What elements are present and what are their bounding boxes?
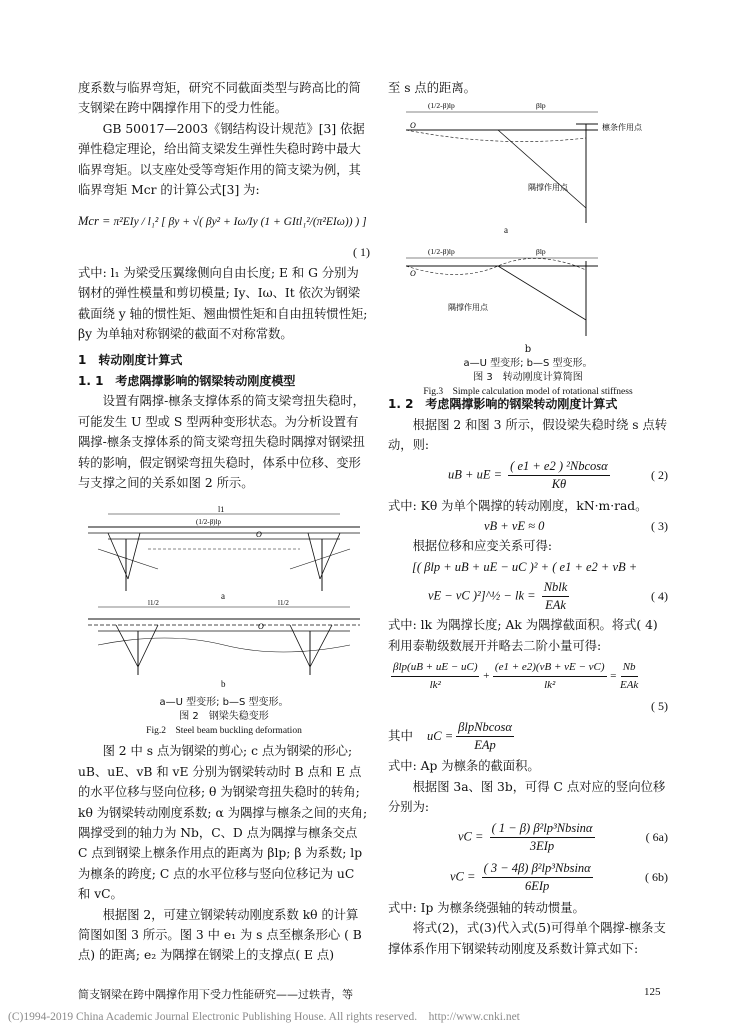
equation-6b-numerator: ( 3 − 4β) β²lp³Nbsinα	[482, 860, 593, 878]
fig3a-o-label: O	[410, 121, 416, 131]
page-number: 125	[644, 986, 661, 998]
figure-3a-drawing	[406, 101, 643, 235]
figure-2-caption-en: Fig.2 Steel beam buckling deformation	[146, 725, 302, 736]
equation-2-fraction	[508, 458, 610, 493]
equation-4-denominator: EAk	[545, 597, 566, 612]
paragraph-intro-continued: 度系数与临界弯矩，研究不同截面类型与跨高比的简支钢梁在跨中隅撑作用下的受力性能。	[78, 81, 361, 116]
fig2b-s-curve	[98, 638, 350, 652]
paragraph-ap: 式中: Ap 为檩条的截面积。	[388, 759, 540, 774]
equation-5: $\frac{\text{βlp(uB + uE − uC)}}{\text{lk²}}$ + $\frac{(e1 + e2)(vB + vE - vC)}{\text{lk²}}$ = $\frac{Nb}{\text{EAk}}$	[388, 656, 668, 696]
fig2a-brace-right2	[308, 533, 320, 579]
paragraph-fig2-description: 图 2 中 s 点为钢梁的剪心; c 点为钢梁的形心; uB、uE、vB 和 vE 分别为钢梁转动时 B 点和 E 点的水平位移与竖向位移; θ 为钢梁弯扭失稳时的转角; kθ 为钢梁转动刚度系数; α 为隅撑与檩条之间的夹角; 隅撑受到的轴力为 Nb，C、D 点为隅撑与檩条交点 C 点到钢梁上檩条作用点的距离为 βlp; β 为系数; lp 为檩条的跨度; C 点的水平位移与竖向位移记为 uC 和 vC。	[78, 744, 368, 902]
equation-5-term-1-denominator: lk²	[429, 678, 441, 691]
equation-6b-denominator: 6EIp	[525, 879, 550, 894]
equation-5-term-2-denominator: lk²	[544, 678, 556, 691]
equation-5-term-2-numerator: (e1 + e2)(vB + vE − vC)	[493, 659, 607, 677]
fig3b-brace	[498, 266, 586, 320]
fig2a-half-label: (1/2-β)lp	[196, 518, 221, 527]
paragraph-gb-code: GB 50017—2003《钢结构设计规范》[3] 依据弹性稳定理论，给出简支梁发生弹性失稳时跨中最大临界弯矩。以支座处受等弯矩作用的简支梁为例，其临界弯矩 Mcr 的计算公式[3] 为:	[78, 121, 365, 198]
figure-2b-drawing	[88, 599, 360, 689]
equation-5-rhs-denominator: EAk	[619, 678, 639, 691]
fig2b-o-label: O	[258, 622, 264, 632]
figure-2-sub-caption: a—U 型变形; b—S 型变形。	[159, 696, 289, 708]
figure-3b-sublabel: b	[524, 343, 532, 355]
figure-2	[78, 499, 370, 737]
equation-6a-denominator: 3EIp	[529, 839, 555, 854]
equation-4-line-2	[388, 577, 668, 615]
fig2a-l1-label: l1	[218, 505, 225, 515]
fig2a-cross-2	[290, 549, 350, 569]
equation-3-number: ( 3)	[651, 519, 668, 534]
equation-5-term-1	[391, 659, 479, 694]
paragraph-geometry: 根据位移和应变关系可得:	[412, 539, 553, 554]
fig2a-brace-right	[320, 533, 340, 579]
paragraph-k-theta: 式中: Kθ 为单个隅撑的转动刚度，kN·m·rad。	[388, 498, 648, 513]
equation-uc-denominator: EAp	[474, 737, 496, 752]
paragraph-fig3-intro: 根据图 2，可建立钢梁转动刚度系数 kθ 的计算简图如图 3 所示。图 3 中 e₁ 为 s 点至檩条形心 ( B 点) 的距离; e₂ 为隅撑在钢梁上的支撑点( E 点)	[78, 907, 362, 963]
equation-4-second-line: vE − vC )²]^½ − lk =	[428, 588, 536, 603]
equation-6a	[388, 818, 668, 858]
fig3a-purlin-label: 檩条作用点	[602, 123, 642, 133]
equation-5-number: ( 5)	[651, 699, 668, 714]
paragraph-final: 将式(2)，式(3)代入式(5)可得单个隅撑-檩条支撑体系作用下钢梁转动刚度及系数计算式如下:	[388, 921, 666, 956]
fig2b-sublabel: b	[221, 679, 226, 690]
fig3a-deflection	[406, 130, 586, 142]
section-1-1-heading: 1. 1 考虑隅撑影响的钢梁转动刚度模型	[78, 373, 296, 388]
equation-6a-numerator: ( 1 − β) β²lp³Nbsinα	[490, 820, 595, 838]
equation-4-line-1	[388, 557, 668, 577]
equation-2-denominator: Kθ	[551, 477, 567, 492]
equation-6a-number: ( 6a)	[645, 830, 668, 845]
paragraph-assume: 根据图 2 和图 3 所示，假设梁失稳时绕 s 点转动，则:	[388, 417, 668, 453]
equation-6b-number: ( 6b)	[645, 870, 668, 885]
equation-1	[78, 200, 370, 242]
equation-5-rhs	[620, 659, 638, 694]
equation-3-formula: vB + vE ≈ 0	[484, 519, 545, 534]
equation-6a-lhs: vC =	[458, 829, 484, 844]
figure-3-sub-caption: a—U 型变形; b—S 型变形。	[463, 357, 593, 369]
section-1-heading: 1 转动刚度计算式	[78, 353, 183, 368]
equation-6b	[388, 858, 668, 898]
equation-4-first-line: [( βlp + uB + uE − uC )² + ( e1 + e2 + vB +	[412, 559, 638, 574]
figure-2a-drawing	[88, 505, 360, 601]
equation-uc-fraction	[456, 719, 514, 754]
figure-2-caption-cn: 图 2 钢梁失稳变形	[179, 710, 269, 722]
paragraph-ip: 式中: Ip 为檩条绕强轴的转动惯量。	[388, 900, 585, 915]
figure-3-caption-en: Fig.3 Simple calculation model of rotational stiffness	[423, 386, 633, 397]
fig2a-sublabel: a	[221, 591, 225, 602]
fig3a-sublabel: a	[504, 225, 508, 236]
equation-2	[388, 456, 668, 496]
copyright-notice: (C)1994-2019 China Academic Journal Electronic Publishing House. All rights reserved. http://www.cnki.net	[8, 1011, 520, 1023]
paragraph-where-4: 式中: lk 为隅撑长度; Ak 为隅撑截面积。将式( 4) 利用泰勒级数展开并略去二阶小量可得:	[388, 618, 658, 653]
fig3a-brace-label: 隅撑作用点	[528, 183, 568, 193]
fig2a-brace-left	[108, 533, 128, 579]
section-1-2-heading: 1. 2 考虑隅撑影响的钢梁转动刚度计算式	[388, 397, 618, 412]
fig3b-o-label: O	[410, 269, 416, 279]
fig2a-cross-1	[98, 549, 158, 569]
equation-uc-numerator: βlpNbcosα	[456, 719, 514, 737]
figure-3	[388, 98, 668, 397]
fig3b-blp-label: βlp	[536, 247, 546, 257]
right-column	[388, 78, 668, 959]
equation-2-numerator: ( e1 + e2 ) ²Nbcosα	[508, 458, 610, 476]
fig3b-brace-label: 隅撑作用点	[448, 303, 488, 313]
running-title: 简支钢梁在跨中隅撑作用下受力性能研究——过轶青，等	[78, 988, 353, 1001]
fig2b-l12-label-left: l1/2	[148, 599, 159, 608]
fig3a-blp-label: βlp	[536, 101, 546, 111]
equation-4-number: ( 4)	[651, 589, 668, 604]
equation-6b-fraction	[482, 860, 593, 895]
figure-3-caption-cn: 图 3 转动刚度计算简图	[473, 371, 583, 383]
equation-1-number: ( 1)	[353, 245, 370, 260]
paragraph-where-1: 式中: l₁ 为梁受压翼缘侧向自由长度; E 和 G 分别为钢材的弹性模量和剪切模量; Iy、Iω、It 依次为钢梁截面绕 y 轴的惯性矩、翘曲惯性矩和自由扭转惯性矩; βy 为单轴对称钢梁的截面不对称常数。	[78, 265, 368, 342]
equation-5-term-1-numerator: βlp(uB + uE − uC)	[391, 659, 479, 677]
equation-5-rhs-numerator: Nb	[621, 659, 638, 677]
equation-2-number: ( 2)	[651, 468, 668, 483]
paragraph-fig3ab: 根据图 3a、图 3b，可得 C 点对应的竖向位移分别为:	[388, 779, 666, 815]
paragraph-model: 设置有隅撑-檩条支撑体系的简支梁弯扭失稳时，可能发生 U 型或 S 型两种变形状态。为分析设置有隅撑-檩条支撑体系的简支梁弯扭失稳时隅撑对钢梁扭转的影响，假定钢梁弯扭失稳时，体系中位移、变形与支撑之间的关系如图 2 所示。	[78, 394, 365, 490]
equation-4-fraction	[542, 579, 570, 614]
among-label: 其中	[388, 728, 414, 744]
equation-4-numerator: Nblk	[542, 579, 570, 597]
fig2b-l12-label-right: l1/2	[278, 599, 289, 608]
paragraph-continued: 至 s 点的距离。	[388, 81, 476, 95]
equation-2-lhs: uB + uE =	[448, 467, 503, 482]
equation-1-formula: π²EIy / l₁² [ βy + √( βy² + Iω/Iy (1 + GItl₁²/(π²EIω)) ) ]	[113, 215, 367, 228]
figure-3-diagram	[388, 98, 668, 338]
figure-2-diagram	[78, 499, 370, 689]
equation-6a-fraction	[490, 820, 595, 855]
equation-3	[388, 516, 668, 536]
equation-1-body	[78, 211, 367, 232]
equation-6b-lhs: vC =	[450, 869, 476, 884]
fig3b-half-label: (1/2-β)lp	[428, 247, 455, 257]
fig2a-o-label: O	[256, 530, 262, 540]
figure-3b-drawing	[406, 247, 598, 336]
equation-uc-lhs: uC =	[427, 729, 454, 744]
equation-5-term-2	[493, 659, 607, 694]
fig2a-brace-left2	[128, 533, 140, 579]
equation-1-lhs: Mcr =	[78, 213, 111, 228]
equation-uc	[388, 716, 668, 756]
left-column	[78, 78, 370, 966]
fig3a-half-label: (1/2-β)lp	[428, 101, 455, 111]
